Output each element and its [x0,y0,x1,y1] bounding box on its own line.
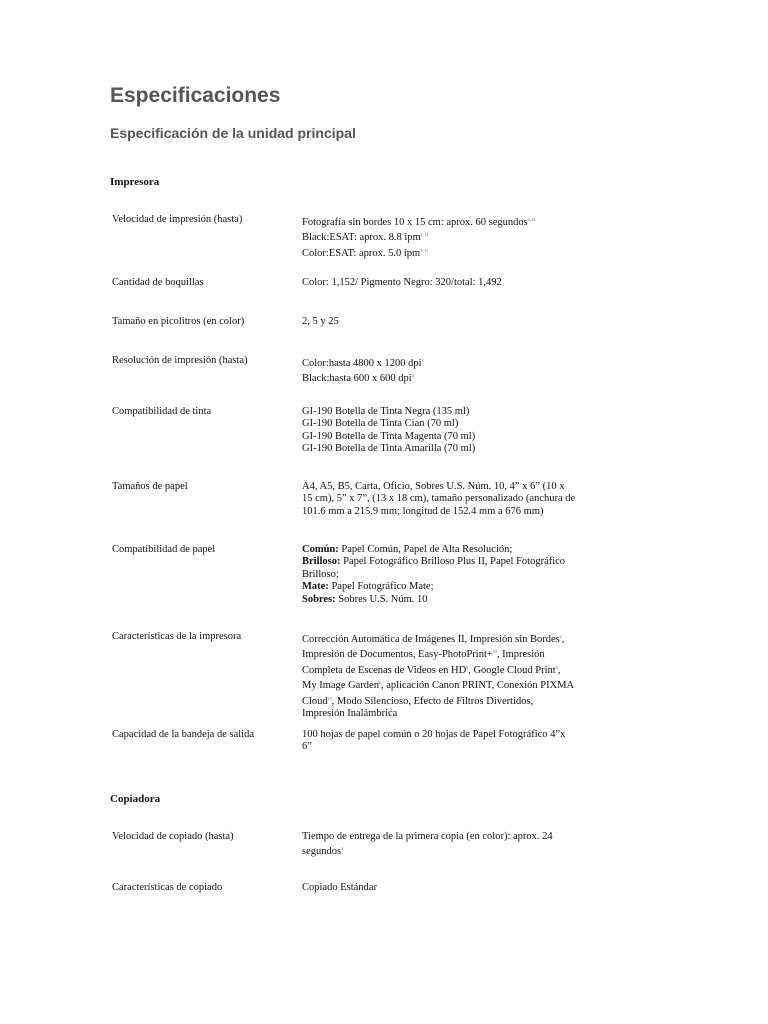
spec-value-text: GI-190 Botella de Tinta Amarilla (70 ml) [302,443,476,455]
spec-value-line [302,370,592,385]
spec-value-text: Copiado Estándar [302,882,377,893]
spec-value-line [302,245,592,260]
footnote-ref: 6 [378,680,381,686]
spec-value [302,316,592,328]
spec-value-line [302,729,592,741]
spec-value-line [302,355,592,370]
footnote-ref: 2, 11 [527,217,536,222]
spec-value-text: Cloud [302,695,328,707]
footnote-ref: 8 [466,664,469,670]
spec-value-text: GI-190 Botella de Tinta Negra (135 ml) [302,406,470,417]
spec-value [302,631,592,720]
spec-value-line [302,443,592,455]
spec-value [302,831,592,859]
spec-value-line [302,831,592,843]
section-heading-printer: Impresora [110,176,160,188]
spec-value-text: Impresión Inalámbrica [302,708,398,720]
spec-value [302,481,592,518]
footnote-ref: 1, 11 [420,232,429,238]
spec-value-line [302,631,592,646]
footnote-ref: 1, 11 [420,247,429,253]
spec-value-text: , Modo Silencioso, Efecto de Filtros Divertidos, [331,695,534,707]
spec-value-line [302,544,592,556]
spec-value-text: Papel Común, Papel de Alta Resolución; [338,544,513,555]
spec-value-bold: Mate: [302,581,329,593]
spec-value-text: Color: 1,152/ Pigmento Negro: 320/total: 1,492 [302,277,502,288]
footnote-ref: 15 [327,695,332,701]
spec-value-text: Color:hasta 4800 x 1200 dpi [302,358,422,369]
spec-label: Velocidad de impresión (hasta) [112,214,243,225]
spec-label: Cantidad de boquillas [112,277,204,288]
spec-value-line [302,431,592,443]
spec-value-text: 6” [302,741,312,753]
spec-value-text: My Image Garden [302,680,379,692]
spec-value-line [302,677,592,692]
footnote-ref: 19 [492,649,497,655]
spec-value-text: 2, 5 y 25 [302,316,339,327]
spec-value-line [302,316,592,328]
spec-value-line [302,418,592,430]
spec-value-bold: Común: [302,544,339,555]
spec-label: Velocidad de copiado (hasta) [112,831,234,842]
spec-value-text: GI-190 Botella de Tinta Magenta (70 ml) [302,430,476,442]
spec-value-line [302,481,592,493]
spec-value-line [302,662,592,677]
page-title: Especificaciones [110,84,281,107]
spec-value-line [302,708,592,720]
spec-value [302,277,592,289]
spec-value-line [302,556,592,568]
spec-value-line [302,843,592,858]
spec-value-text: , [561,634,565,645]
spec-value-text: , aplicación Canon PRINT, Conexión PIXMA [380,680,575,692]
spec-value-text: , Google Cloud Print [468,664,556,676]
spec-value-line [302,569,592,581]
footnote-ref: 5 [555,664,558,670]
spec-value-text: Fotografía sin bordes 10 x 15 cm: aprox. 60 segundos [302,217,528,228]
spec-value-line [302,594,592,606]
spec-label: Compatibilidad de papel [112,544,216,555]
spec-label: Características de copiado [112,882,223,893]
spec-value-line [302,882,592,894]
spec-value-text: Impresión de Documentos, Easy-PhotoPrint+ [302,649,493,661]
spec-value-text: Papel Fotográfico Brilloso Plus II, Papel Fotográfico [340,556,566,568]
spec-value-line [302,646,592,661]
footnote-ref: 4 [421,358,424,363]
spec-value-line [302,693,592,708]
spec-value-text: Color:ESAT: aprox. 5.0 ipm [302,247,421,259]
spec-value-bold: Sobres: [302,593,336,605]
spec-label: Resolución de impresión (hasta) [112,355,248,366]
spec-value [302,544,592,606]
spec-value [302,355,592,386]
spec-value-text: , Impresión [496,649,545,661]
spec-value [302,214,592,260]
footnote-ref: 4 [411,373,414,379]
spec-value-text: segundos [302,846,342,858]
spec-value-text: A4, A5, B5, Carta, Oficio, Sobres U.S. Núm. 10, 4” x 6” (10 x [302,481,565,492]
spec-label: Compatibilidad de tinta [112,406,212,417]
spec-value-line [302,229,592,244]
spec-value-text: Corrección Automática de Imágenes II, Impresión sin Bordes [302,634,560,645]
spec-value-line [302,214,592,229]
spec-value-text: Brilloso; [302,568,339,580]
footnote-ref: 2 [559,634,562,639]
spec-value-text: Tiempo de entrega de la primera copia (en color): aprox. 24 [302,831,553,842]
spec-value [302,729,592,754]
spec-value-line [302,406,592,418]
spec-value-line [302,581,592,593]
footnote-ref: 3 [341,846,344,852]
section-heading-copier: Copiadora [110,793,161,805]
spec-value-text: 15 cm), 5” x 7”, (13 x 18 cm), tamaño personalizado (anchura de [302,493,576,505]
spec-value [302,882,592,894]
spec-value-text: , [557,664,561,676]
spec-value-line [302,741,592,753]
spec-value-text: GI-190 Botella de Tinta Cian (70 ml) [302,418,459,430]
spec-value-text: Black:ESAT: aprox. 8.8 ipm [302,232,421,244]
spec-label: Tamaños de papel [112,481,188,492]
spec-value-bold: Brilloso: [302,556,341,568]
spec-value-text: 101.6 mm a 215.9 mm; longitud de 152.4 mm a 676 mm) [302,505,544,517]
spec-value-text: Black:hasta 600 x 600 dpi [302,373,412,385]
page-subtitle: Especificación de la unidad principal [110,125,356,141]
spec-value-text: Sobres U.S. Núm. 10 [335,593,428,605]
spec-value [302,406,592,456]
spec-value-text: Completa de Escenas de Videos en HD [302,664,467,676]
spec-value-line [302,506,592,518]
spec-label: Tamaño en picolitros (en color) [112,316,245,327]
spec-value-line [302,493,592,505]
spec-value-text: Papel Fotográfico Mate; [328,581,434,593]
spec-label: Capacidad de la bandeja de salida [112,729,254,740]
spec-value-text: 100 hojas de papel común o 20 hojas de Papel Fotográfico 4”x [302,729,566,740]
spec-value-line [302,277,592,289]
spec-label: Características de la impresora [112,631,242,642]
